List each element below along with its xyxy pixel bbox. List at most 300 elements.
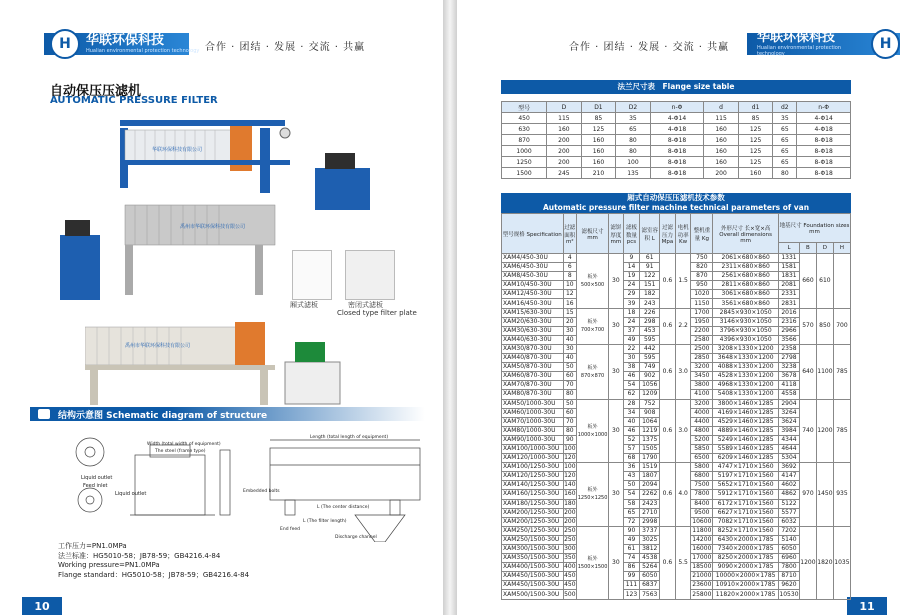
spec-header-count: 滤板数量 pcs xyxy=(623,214,640,254)
spec-cell: 60 xyxy=(563,408,577,417)
spec-cell: 23600 xyxy=(692,581,712,589)
spec-cell: 90 xyxy=(563,435,577,444)
spec-cell: 19 xyxy=(623,272,640,281)
spec-header-area: 过滤面积 m² xyxy=(563,214,577,254)
spec-cell: 3737 xyxy=(640,526,660,535)
spec-cell: 2580 xyxy=(691,335,713,344)
spec-cell: 1200 xyxy=(816,399,833,463)
spec-cell: 3561×680×860 xyxy=(713,299,779,308)
spec-cell: XAM250/1250-30U xyxy=(502,526,564,535)
flange-header-cell: n-Φ xyxy=(650,102,704,113)
spec-cell: 5200 xyxy=(691,435,713,444)
flange-cell: 80 xyxy=(616,146,651,157)
spec-cell: 61 xyxy=(623,545,640,554)
spec-cell: 38 xyxy=(623,363,640,372)
flange-cell: 8-Φ18 xyxy=(650,146,704,157)
spec-cell: XAM40/870-30U xyxy=(502,354,564,363)
spec-cell: 34 xyxy=(623,408,640,417)
spec-cell: 400 xyxy=(564,563,576,571)
spec-cell: 3678 xyxy=(779,372,800,381)
spec-cell: 2423 xyxy=(640,499,660,508)
spec-cell: 3692 xyxy=(779,463,800,472)
spec-cell xyxy=(833,254,850,309)
spec-cell: 10530 xyxy=(779,590,799,598)
spec-cell: XAM10/450-30U xyxy=(502,281,564,290)
spec-cell: 450 xyxy=(564,581,576,589)
spec-cell: 1020 xyxy=(691,290,713,299)
brand-name: 华联环保科技 xyxy=(86,33,165,48)
spec-cell: 140 xyxy=(564,481,576,489)
spec-cell: 870 xyxy=(691,272,713,281)
spec-cell: 7563 xyxy=(640,590,660,599)
flange-table-title: 法兰尺寸表 Flange size table xyxy=(501,80,851,94)
spec-cell: 5264 xyxy=(640,563,660,572)
logo-mark-icon: H xyxy=(50,29,80,59)
spec-cell: 24 xyxy=(623,317,640,326)
spec-cell: XAM60/870-30U xyxy=(502,372,564,381)
flange-header-cell: D xyxy=(547,102,582,113)
spec-cell: 298 xyxy=(640,317,660,326)
spec-cell: 200 xyxy=(564,517,576,525)
spec-cell: 5850 xyxy=(691,444,713,453)
spec-cell: 20 xyxy=(563,317,577,326)
spec-cell: 21000 xyxy=(692,572,712,580)
spec-cell: 3061×680×860 xyxy=(713,290,779,299)
spec-cell: 4747×1710×1560 xyxy=(713,463,779,472)
spec-cell: 7800 xyxy=(691,490,713,499)
spec-cell: 2.2 xyxy=(675,308,691,344)
spec-cell: 120 xyxy=(564,454,576,462)
spec-title-en: Automatic pressure filter machine technical parameters of van xyxy=(542,203,810,212)
spec-cell: 30 xyxy=(563,344,577,353)
spec-cell: 15 xyxy=(563,308,577,317)
flange-cell: 8-Φ18 xyxy=(797,135,851,146)
spec-header-dims: 外形尺寸 长×宽×高 Overall dimensions mm xyxy=(713,214,779,254)
spec-cell: 80 xyxy=(563,390,577,399)
spec-cell: 950 xyxy=(691,281,713,290)
spec-cell: 610 xyxy=(816,254,833,309)
spec-cell: 62 xyxy=(623,390,640,399)
page-number: 10 xyxy=(22,597,62,615)
flange-cell: 4-Φ18 xyxy=(797,124,851,135)
spec-cell: 6050 xyxy=(640,572,660,581)
spec-cell: 1820 xyxy=(816,526,833,599)
flange-cell: 1250 xyxy=(502,157,547,168)
spec-cell: 50 xyxy=(563,399,577,408)
flange-cell: 100 xyxy=(616,157,651,168)
spec-cell: 350 xyxy=(564,554,576,562)
diagram-label-9: Discharge channel xyxy=(335,535,377,540)
note-line: Working pressure=PN1.0MPa xyxy=(58,561,160,569)
brand-name: 华联环保科技 xyxy=(757,30,836,45)
spec-cell: 908 xyxy=(640,408,660,417)
spec-cell: 72 xyxy=(623,517,640,526)
spec-cell: 2061×680×860 xyxy=(713,254,779,263)
spec-cell: 10600 xyxy=(692,517,712,525)
machine-label-2: 禹州市华联环保科技有限公司 xyxy=(180,224,246,230)
flange-cell: 35 xyxy=(616,113,651,124)
note-line: 工作压力=PN1.0MPa xyxy=(58,542,127,550)
spec-cell: 2094 xyxy=(640,481,660,490)
spec-cell: 板外 500×500 xyxy=(577,254,609,309)
spec-cell: 5800 xyxy=(691,463,713,472)
spec-cell: 6032 xyxy=(779,517,800,526)
spec-cell: 3800×1460×1285 xyxy=(713,399,779,408)
spec-cell: 6050 xyxy=(779,545,800,554)
spec-cell: 7800 xyxy=(779,563,800,572)
spec-cell: XAM4/450-30U xyxy=(502,254,564,263)
spec-cell: 1375 xyxy=(640,435,660,444)
diagram-label-2: Liquid outlet xyxy=(115,491,147,497)
spec-cell: 24 xyxy=(623,281,640,290)
spec-cell: 17000 xyxy=(692,554,712,562)
spec-cell: 11820×2000×1785 xyxy=(713,590,779,599)
flange-cell: 1500 xyxy=(502,168,547,179)
flange-cell: 160 xyxy=(704,157,739,168)
spec-cell: 5577 xyxy=(779,508,800,517)
spec-header-plate: 滤板尺寸 mm xyxy=(577,214,609,254)
spec-cell: 2358 xyxy=(779,344,800,353)
flange-cell: 85 xyxy=(581,113,616,124)
flange-cell: 80 xyxy=(616,135,651,146)
spec-cell: 2904 xyxy=(779,399,800,408)
spec-row xyxy=(502,254,851,263)
spec-cell: 7082×1710×1560 xyxy=(713,517,779,526)
spec-cell: 30 xyxy=(609,399,624,463)
flange-row xyxy=(502,146,851,157)
spec-cell: 1100 xyxy=(816,344,833,399)
flange-cell: 125 xyxy=(738,157,773,168)
spec-cell: 820 xyxy=(691,263,713,272)
flange-cell: 8-Φ18 xyxy=(797,168,851,179)
flange-cell: 65 xyxy=(616,124,651,135)
machine-label-3: 禹州市华联环保科技有限公司 xyxy=(125,343,191,349)
spec-cell: 4644 xyxy=(779,444,800,453)
flange-header-cell: d xyxy=(704,102,739,113)
spec-cell: 4088×1330×1200 xyxy=(713,363,779,372)
spec-cell: 板外 1000×1000 xyxy=(577,399,609,463)
spec-cell: XAM200/1250-30U xyxy=(502,508,564,517)
book-gutter xyxy=(443,0,457,615)
product-title: 自动保压压滤机 xyxy=(50,84,142,99)
spec-cell: 3264 xyxy=(779,408,800,417)
spec-cell: 40 xyxy=(623,417,640,426)
spec-cell: 43 xyxy=(623,472,640,481)
flange-header-cell: d1 xyxy=(738,102,773,113)
spec-cell: 785 xyxy=(833,399,850,463)
spec-cell: 18 xyxy=(623,308,640,317)
spec-cell: XAM450/1500-30U xyxy=(502,572,564,581)
flange-row xyxy=(502,113,851,124)
spec-cell: 80 xyxy=(563,426,577,435)
spec-cell: 3648×1330×1200 xyxy=(713,354,779,363)
spec-cell: 3238 xyxy=(779,363,800,372)
spec-cell: XAM30/870-30U xyxy=(502,344,564,353)
spec-header-model: 型号规格 Specification xyxy=(502,214,564,254)
spec-cell: 902 xyxy=(640,372,660,381)
spec-cell: 3624 xyxy=(779,417,800,426)
spec-cell: 14200 xyxy=(692,535,712,543)
spec-cell: 1831 xyxy=(779,272,800,281)
spec-cell: 30 xyxy=(609,526,624,599)
spec-cell: 2200 xyxy=(691,326,713,335)
spec-row xyxy=(502,463,851,472)
flange-cell: 65 xyxy=(773,146,797,157)
spec-cell: 749 xyxy=(640,363,660,372)
spec-cell: 5140 xyxy=(779,535,800,544)
spec-cell: XAM450/1500-30U xyxy=(502,581,564,590)
spec-cell: 0.6 xyxy=(660,308,676,344)
spec-header-thick: 滤饼厚度 mm xyxy=(609,214,624,254)
spec-cell: 6960 xyxy=(779,554,800,563)
spec-cell: 243 xyxy=(640,299,660,308)
flange-cell: 8-Φ18 xyxy=(650,135,704,146)
spec-cell: 3566 xyxy=(779,335,800,344)
spec-cell: XAM70/870-30U xyxy=(502,381,564,390)
spec-cell: XAM50/870-30U xyxy=(502,363,564,372)
spec-cell: XAM300/1500-30U xyxy=(502,545,564,554)
spec-cell: 5122 xyxy=(779,499,800,508)
spec-cell: 5408×1330×1200 xyxy=(713,390,779,399)
flange-cell: 245 xyxy=(547,168,582,179)
spec-cell: 2561×680×860 xyxy=(713,272,779,281)
spec-cell: 160 xyxy=(564,490,576,498)
spec-row xyxy=(502,308,851,317)
flange-cell: 160 xyxy=(547,124,582,135)
spec-cell: 91 xyxy=(640,263,660,272)
spec-cell: 板外 1500×1500 xyxy=(577,526,609,599)
spec-cell: 2831 xyxy=(779,299,800,308)
spec-cell: 7500 xyxy=(691,481,713,490)
spec-cell: XAM100/1000-30U xyxy=(502,444,564,453)
spec-cell: 970 xyxy=(799,463,816,527)
spec-cell: 453 xyxy=(640,326,660,335)
flange-cell: 450 xyxy=(502,113,547,124)
product-title-en: AUTOMATIC PRESSURE FILTER xyxy=(50,95,218,106)
spec-cell: 2710 xyxy=(640,508,660,517)
spec-cell: 46 xyxy=(623,372,640,381)
spec-cell: 4538 xyxy=(640,554,660,563)
spec-cell: 122 xyxy=(640,272,660,281)
spec-cell: 30 xyxy=(609,254,624,309)
spec-cell: 3984 xyxy=(779,426,800,435)
recessed-plate-image xyxy=(292,250,332,300)
spec-cell: XAM70/1000-30U xyxy=(502,417,564,426)
spec-cell: 70 xyxy=(563,381,577,390)
spec-cell: 4.0 xyxy=(675,463,691,527)
flange-header-cell: 型号 xyxy=(502,102,547,113)
spec-cell: 100 xyxy=(564,463,576,471)
spec-cell: 4396×930×1050 xyxy=(713,335,779,344)
flange-cell: 65 xyxy=(773,124,797,135)
flange-cell: 630 xyxy=(502,124,547,135)
spec-cell: 90 xyxy=(623,526,640,535)
spec-cell: XAM50/1000-30U xyxy=(502,399,564,408)
spec-table-title xyxy=(501,193,851,213)
section-title: 结构示意图 Schematic diagram of structure xyxy=(58,411,268,421)
spec-cell: 4968×1330×1200 xyxy=(713,381,779,390)
spec-cell: XAM120/1250-30U xyxy=(502,472,564,481)
diagram-label-1: Feed inlet xyxy=(83,483,108,489)
brand-name-en: Hualian environmental protection technology xyxy=(86,48,200,54)
spec-cell: 30 xyxy=(609,463,624,527)
closed-plate-image xyxy=(345,250,395,300)
flange-header-cell: D2 xyxy=(616,102,651,113)
flange-cell: 65 xyxy=(773,135,797,146)
spec-header-L: L xyxy=(779,243,800,254)
flange-cell: 1000 xyxy=(502,146,547,157)
spec-cell: 2262 xyxy=(640,490,660,499)
spec-cell: 300 xyxy=(564,545,576,553)
spec-cell: 250 xyxy=(564,526,576,534)
spec-cell: 18500 xyxy=(692,563,712,571)
spec-cell: 6800 xyxy=(691,472,713,481)
spec-cell: 2798 xyxy=(779,354,800,363)
spec-cell: 74 xyxy=(623,554,640,563)
spec-cell: 3208×1330×1200 xyxy=(713,344,779,353)
spec-cell: 3.0 xyxy=(675,399,691,463)
spec-cell: XAM100/1250-30U xyxy=(502,463,564,472)
spec-cell: XAM500/1500-30U xyxy=(502,590,564,599)
spec-cell: 5249×1460×1285 xyxy=(713,435,779,444)
flange-cell: 8-Φ18 xyxy=(650,157,704,168)
spec-cell: 570 xyxy=(799,308,816,344)
flange-cell: 4-Φ18 xyxy=(650,124,704,135)
spec-cell: XAM80/1000-30U xyxy=(502,426,564,435)
brand-logo xyxy=(757,29,900,59)
spec-cell: XAM30/630-30U xyxy=(502,326,564,335)
spec-cell: XAM15/630-30U xyxy=(502,308,564,317)
spec-cell: 4100 xyxy=(691,390,713,399)
slogan: 合作 · 团结 · 发展 · 交流 · 共赢 xyxy=(205,42,366,53)
diagram-label-6: L (The center distance) xyxy=(317,505,370,510)
spec-cell: 30 xyxy=(623,354,640,363)
flange-cell: 160 xyxy=(704,135,739,146)
spec-cell: 4000 xyxy=(691,408,713,417)
slogan: 合作 · 团结 · 发展 · 交流 · 共赢 xyxy=(569,42,730,53)
logo-mark-icon: H xyxy=(871,29,900,59)
spec-cell: 6430×2000×1785 xyxy=(713,535,779,544)
spec-cell: 2311×680×860 xyxy=(713,263,779,272)
section-bar xyxy=(30,407,425,421)
plate-caption-1: 厢式滤板 xyxy=(290,301,318,309)
flange-cell: 160 xyxy=(581,135,616,146)
diagram-label-10: End feed xyxy=(280,527,300,532)
spec-cell: 70 xyxy=(563,417,577,426)
spec-cell: 2850 xyxy=(691,354,713,363)
flange-cell: 200 xyxy=(547,146,582,157)
flange-cell: 160 xyxy=(581,157,616,168)
spec-cell: 111 xyxy=(623,581,640,590)
spec-cell: 151 xyxy=(640,281,660,290)
brand-logo xyxy=(50,29,199,59)
spec-cell: 4528×1330×1200 xyxy=(713,372,779,381)
schematic-diagram xyxy=(55,430,425,542)
flange-cell: 8-Φ18 xyxy=(797,146,851,157)
spec-cell: 6627×1710×1560 xyxy=(713,508,779,517)
diagram-label-3: Width (total width of equipment) xyxy=(147,442,221,447)
spec-notes xyxy=(58,542,249,580)
spec-row xyxy=(502,399,851,408)
spec-cell: 4118 xyxy=(779,381,800,390)
spec-cell: 40 xyxy=(563,335,577,344)
spec-cell: 6500 xyxy=(691,454,713,463)
spec-cell: 板外 700×700 xyxy=(577,308,609,344)
spec-cell: 9090×2000×1785 xyxy=(713,563,779,572)
spec-cell: XAM80/870-30U xyxy=(502,390,564,399)
spec-cell: 4400 xyxy=(691,417,713,426)
flange-row xyxy=(502,168,851,179)
spec-cell: 740 xyxy=(799,399,816,463)
spec-cell: 6837 xyxy=(640,581,660,590)
flange-row xyxy=(502,135,851,146)
spec-cell: 46 xyxy=(623,426,640,435)
spec-cell: XAM250/1500-30U xyxy=(502,535,564,544)
spec-cell: 3796×930×1050 xyxy=(713,326,779,335)
machine-label-1: 华联环保科技有限公司 xyxy=(152,147,203,153)
spec-cell: 36 xyxy=(623,463,640,472)
spec-cell: 50 xyxy=(623,481,640,490)
spec-cell: 1700 xyxy=(691,308,713,317)
spec-cell: XAM180/1250-30U xyxy=(502,499,564,508)
spec-cell: 10910×2000×1785 xyxy=(713,581,779,590)
spec-cell: 3.0 xyxy=(675,344,691,399)
spec-cell: 1219 xyxy=(640,426,660,435)
spec-cell: 39 xyxy=(623,299,640,308)
flange-cell: 65 xyxy=(773,157,797,168)
spec-header-volume: 滤室容积 L xyxy=(640,214,660,254)
spec-cell: 640 xyxy=(799,344,816,399)
spec-cell: XAM200/1250-30U xyxy=(502,517,564,526)
spec-cell: 2016 xyxy=(779,308,800,317)
spec-cell: 49 xyxy=(623,535,640,544)
spec-cell: 8 xyxy=(563,272,577,281)
spec-cell: 595 xyxy=(640,354,660,363)
diagram-label-7: Embedded bolts xyxy=(243,489,280,494)
spec-cell: 30 xyxy=(563,326,577,335)
spec-cell: XAM20/630-30U xyxy=(502,317,564,326)
flange-cell: 4-Φ14 xyxy=(650,113,704,124)
spec-cell: 3450 xyxy=(691,372,713,381)
spec-cell: 10 xyxy=(563,281,577,290)
spec-cell: 52 xyxy=(623,435,640,444)
spec-cell: 6 xyxy=(563,263,577,272)
spec-cell: 120 xyxy=(564,472,576,480)
spec-cell: 板外 870×870 xyxy=(577,344,609,399)
flange-cell: 115 xyxy=(547,113,582,124)
flange-cell: 160 xyxy=(704,124,739,135)
spec-cell: 0.6 xyxy=(660,463,676,527)
spec-cell: 0.6 xyxy=(660,344,676,399)
spec-cell: 2316 xyxy=(779,317,800,326)
spec-cell: 14 xyxy=(623,263,640,272)
spec-cell: 12 xyxy=(563,290,577,299)
spec-cell: 4889×1460×1285 xyxy=(713,426,779,435)
spec-cell: 4862 xyxy=(779,490,800,499)
flange-cell: 4-Φ14 xyxy=(797,113,851,124)
flange-cell: 200 xyxy=(547,135,582,146)
spec-cell: 0.6 xyxy=(660,526,676,599)
spec-cell: 2998 xyxy=(640,517,660,526)
note-line: Flange standard：HG5010-58；JB78-59；GB4216.4-84 xyxy=(58,570,250,579)
spec-cell: 5589×1460×1285 xyxy=(713,444,779,453)
spec-cell: 1331 xyxy=(779,254,800,263)
spec-cell: 50 xyxy=(563,363,577,372)
spec-cell: 30 xyxy=(609,308,624,344)
spec-cell: 1064 xyxy=(640,417,660,426)
spec-cell: XAM400/1500-30U xyxy=(502,563,564,572)
flange-cell: 125 xyxy=(738,146,773,157)
